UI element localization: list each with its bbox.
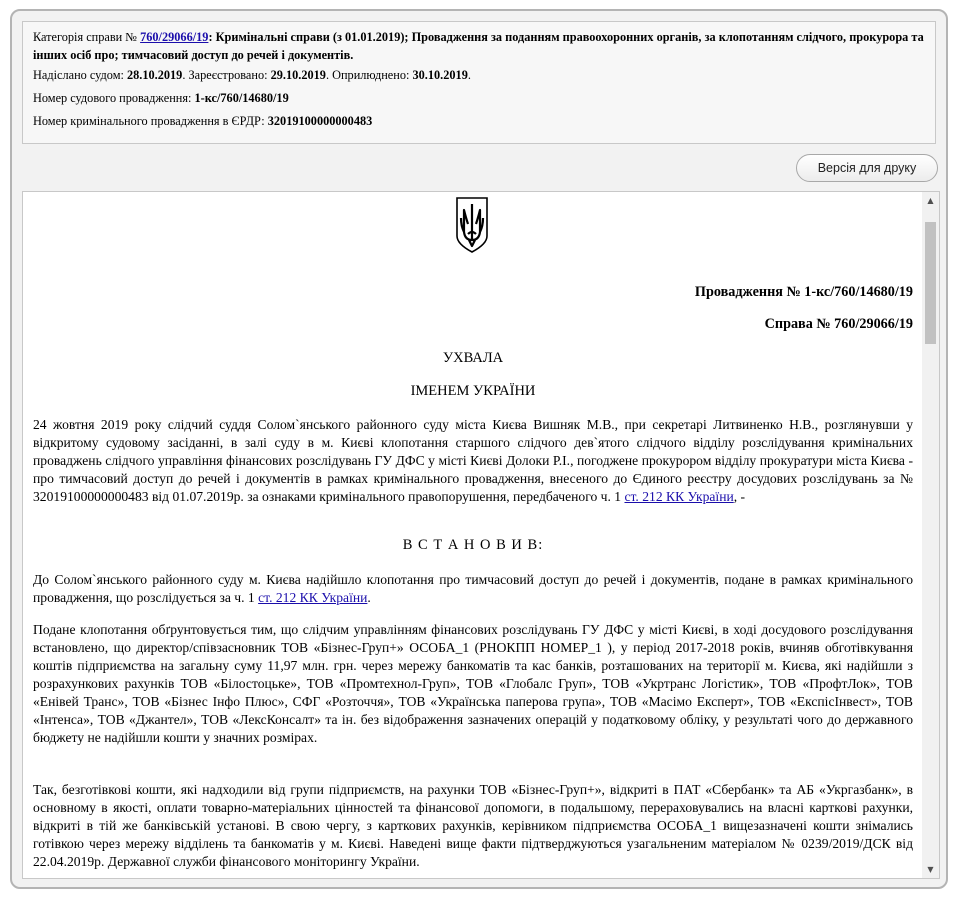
registered-date: 29.10.2019 <box>270 68 326 82</box>
scroll-down-arrow-icon[interactable]: ▼ <box>927 865 934 874</box>
proceeding-number-line: Провадження № 1-кс/760/14680/19 <box>694 284 913 300</box>
court-proceeding-row: Номер судового провадження: 1-кс/760/14680/19 <box>33 91 289 105</box>
case-category-row: Категорія справи № 760/29066/19: Кримінальні справи (з 01.01.2019); Провадження за поданням правоохоронних органів, за клопотанням слідчого, прокурора та інших осіб про; тимчасовий доступ до речей і документів. <box>33 30 924 62</box>
case-number-line: Справа № 760/29066/19 <box>764 316 913 332</box>
court-proceeding-number: 1-кс/760/14680/19 <box>194 91 289 105</box>
document-viewer[interactable] <box>22 191 940 879</box>
erdr-number: 32019100000000483 <box>267 114 373 128</box>
case-info-panel <box>22 21 936 144</box>
article-212-link[interactable]: ст. 212 КК України <box>624 489 734 504</box>
case-frame <box>10 9 948 889</box>
article-212-link[interactable]: ст. 212 КК України <box>258 590 368 605</box>
paragraph-3: Так, безготівкові кошти, які надходили від групи підприємств, на рахунки ТОВ «Бізнес-Груп+», відкриті в ПАТ «Сбербанк» та АБ «Укргазбанк», в основному в якості, оплати товарно-матеріальних цінностей та фінансової допомоги, в подальшому, перераховувались на власні карткові рахунки, відкриті в тій же банківській установі. В свою чергу, з карткових рахунків, керівником підприємства ОСОБА_1 вищезазначені кошти знімались готівкою через мережу відділень та банкоматів у м. Києві. Наведені вище факти підтверджуються узагальненим матеріалом № 0239/2019/ДСК від 22.04.2019р. Державної служби фінансового моніторингу України. <box>33 782 913 869</box>
published-date: 30.10.2019 <box>412 68 468 82</box>
scroll-thumb[interactable] <box>925 222 936 344</box>
scroll-up-arrow-icon[interactable]: ▲ <box>927 196 934 205</box>
trident-emblem-icon <box>454 196 490 254</box>
erdr-row: Номер кримінального провадження в ЄРДР: 32019100000000483 <box>33 114 373 128</box>
established-heading: В С Т А Н О В И В: <box>402 537 544 553</box>
intro-paragraph: 24 жовтня 2019 року слідчий суддя Солом`янського районного суду міста Києва Вишняк М.В., при секретарі Литвиненко Н.В., розглянувши у відкритому судовому засіданні, в залі суду в м. Києві клопотання старшого слідчого дев`ятого слідчого відділу розслідування кримінальних проваджень слідчого управління фінансових розслідувань ГУ ДФС у місті Києві Долоки Р.І., погоджене прокурором відділу прокуратури міста Києва - про тимчасовий доступ до речей і документів в рамках кримінального провадження, внесеного до Єдиного реєстру досудових розслідувань за № 32019100000000483 від 01.07.2019р. за ознаками кримінального правопорушення, передбаченого ч. 1 ст. 212 КК України, - <box>33 417 913 504</box>
sent-date: 28.10.2019 <box>126 68 183 82</box>
case-number-link[interactable]: 760/29066/19 <box>140 30 209 44</box>
document-subtitle: ІМЕНЕМ УКРАЇНИ <box>410 383 536 399</box>
vertical-scrollbar[interactable] <box>922 192 939 878</box>
case-dates-row: Надіслано судом: 28.10.2019. Зареєстровано: 29.10.2019. Оприлюднено: 30.10.2019. <box>33 68 471 82</box>
print-version-button[interactable]: Версія для друку <box>796 154 938 182</box>
paragraph-1: До Солом`янського районного суду м. Києва надійшло клопотання про тимчасовий доступ до речей і документів, подане в рамках кримінального провадження, що розслідується за ч. 1 ст. 212 КК України. <box>33 572 913 605</box>
paragraph-2: Подане клопотання обґрунтовується тим, що слідчим управлінням фінансових розслідувань ГУ ДФС у місті Києві, в ході досудового розслідування встановлено, що директор/співзасновник ТОВ «Бізнес-Груп+» ОСОБА_1 (РНОКПП НОМЕР_1 ), у період 2017-2018 років, вчиняв обготівкування коштів підприємства на загальну суму 11,97 млн. грн. через мережу банкоматів та кас банків, розташованих на території м. Києва, які надійшли з розрахункових рахунків ТОВ «Білостоцьке», ТОВ «Промтехнол-Груп», ТОВ «Глобалс Груп», ТОВ «Укртранс Логістик», ТОВ «ПрофтЛок», ТОВ «Енівей Транс», ТОВ «Бізнес Інфо Плюс», СФГ «Розточчя», ТОВ «Українська паперова група», ТОВ «Масімо Експерт», ТОВ «ЕкспісІнвест», ТОВ «Інтенса», ТОВ «Джантел», ТОВ «ЛексКонсалт» та ін. без відображення зазначених операцій у податковому обліку, у результаті чого до державного бюджету не надійшли кошти у значних розмірах. <box>33 622 913 745</box>
document-title: УХВАЛА <box>442 350 504 366</box>
